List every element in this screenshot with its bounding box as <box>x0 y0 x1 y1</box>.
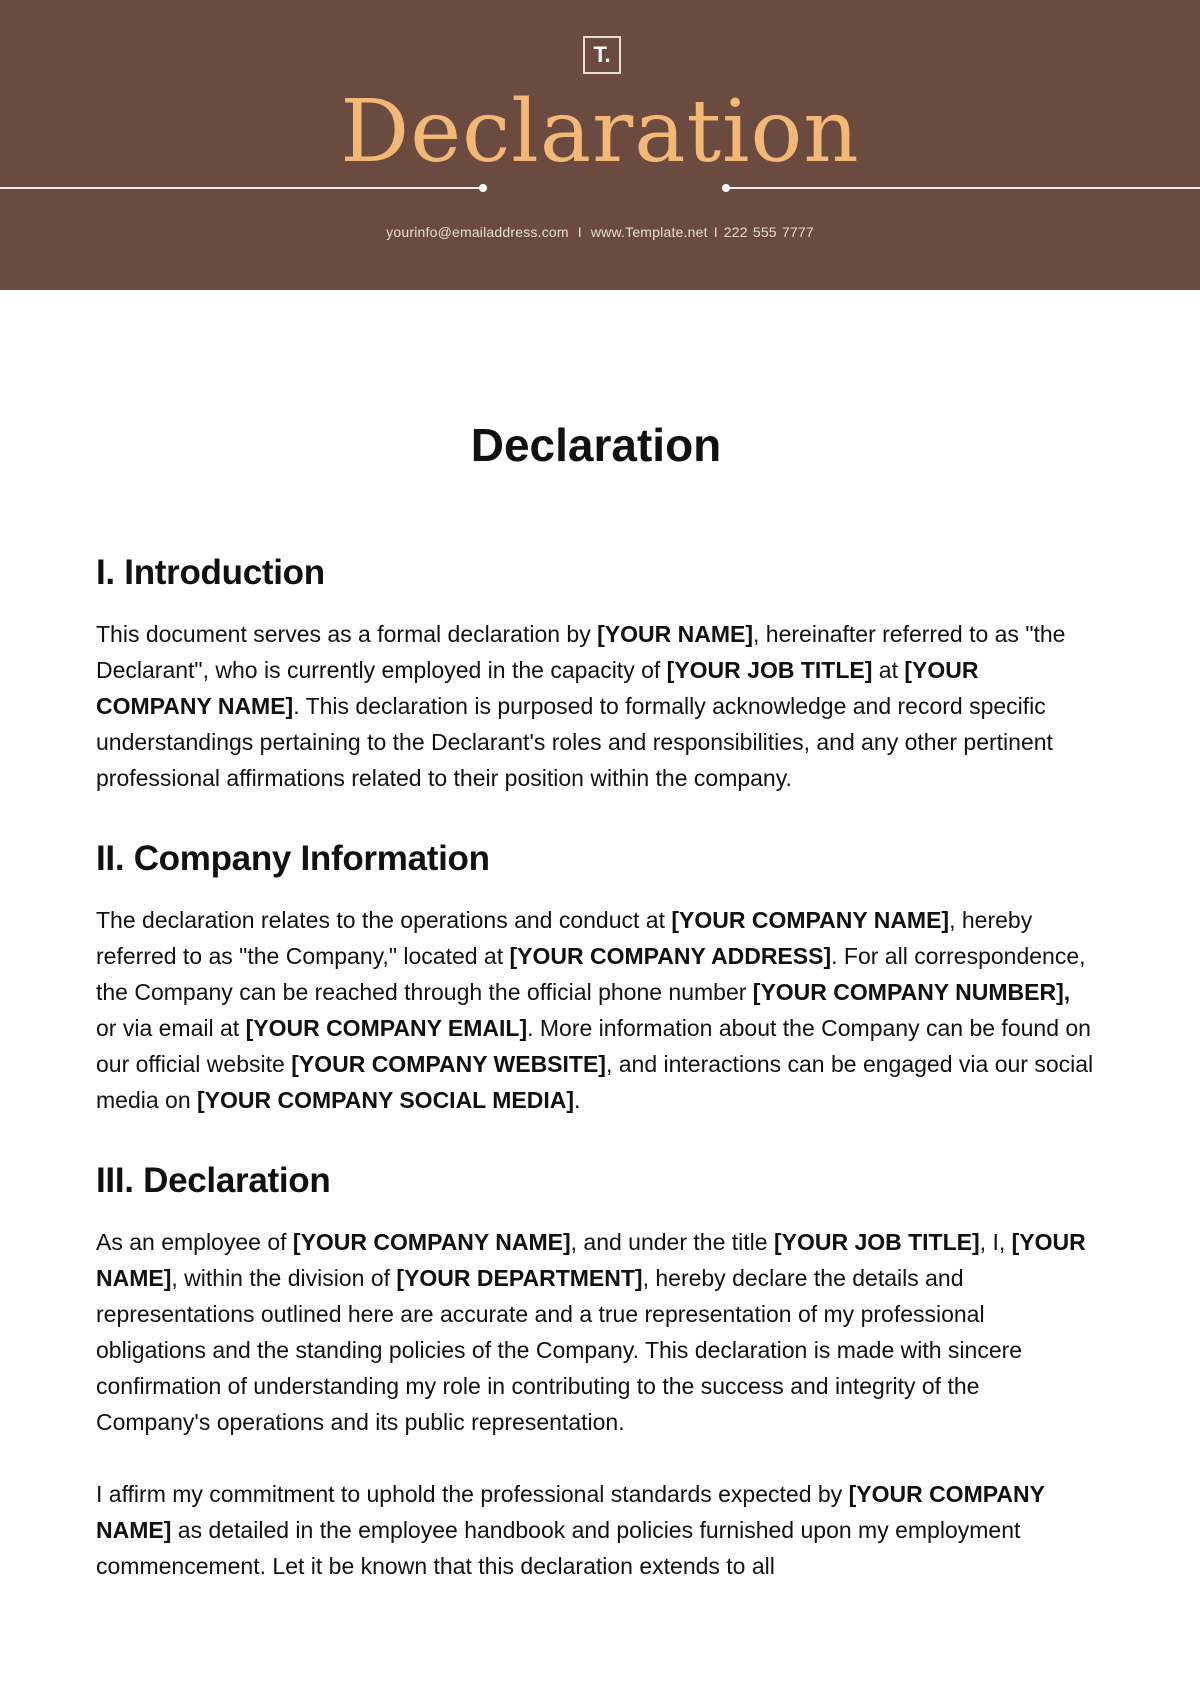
contact-email: yourinfo@emailaddress.com <box>386 224 569 240</box>
document-title: Declaration <box>470 419 722 471</box>
header-title: Declaration <box>340 82 860 182</box>
decorative-dot-right <box>722 184 730 192</box>
template-logo-icon: T. <box>583 36 621 74</box>
decorative-dot-left <box>479 184 487 192</box>
header-band <box>0 0 1200 290</box>
section-paragraph: I affirm my commitment to uphold the professional standards expected by [YOUR COMPANY NAME] as detailed in the employee handbook and policies furnished upon my employment commencement. Let it be known that this declaration extends to all <box>96 1481 1045 1579</box>
section-paragraph: As an employee of [YOUR COMPANY NAME], and under the title [YOUR JOB TITLE], I, [YOUR NAME], within the division of [YOUR DEPARTMENT], hereby declare the details and representations outlined here are accurate and a true representation of my professional obligations and the standing policies of the Company. This declaration is made with sincere confirmation of understanding my role in contributing to the success and integrity of the Company's operations and its public representation. <box>96 1229 1086 1435</box>
section-paragraph: The declaration relates to the operations and conduct at [YOUR COMPANY NAME], hereby referred to as "the Company," located at [YOUR COMPANY ADDRESS]. For all correspondence, the Company can be reached through the official phone number [YOUR COMPANY NUMBER], or via email at [YOUR COMPANY EMAIL]. More information about the Company can be found on our official website [YOUR COMPANY WEBSITE], and interactions can be engaged via our social media on [YOUR COMPANY SOCIAL MEDIA]. <box>96 907 1094 1113</box>
document-body <box>96 410 1096 1624</box>
decorative-rule-left <box>0 187 482 189</box>
contact-separator: I <box>713 224 718 240</box>
section-heading: III. Declaration <box>96 1161 331 1200</box>
contact-separator: I <box>577 224 582 240</box>
section-declaration <box>96 1158 1096 1584</box>
contact-website: www.Template.net <box>590 224 708 240</box>
section-heading: I. Introduction <box>96 553 325 592</box>
contact-line <box>0 224 1200 240</box>
section-company-information <box>96 836 1096 1118</box>
section-paragraph: This document serves as a formal declaration by [YOUR NAME], hereinafter referred to as "the Declarant", who is currently employed in the capacity of [YOUR JOB TITLE] at [YOUR COMPANY NAME]. This declaration is purposed to formally acknowledge and record specific understandings pertaining to the Declarant's roles and responsibilities, and any other pertinent professional affirmations related to their position within the company. <box>96 621 1066 791</box>
section-heading: II. Company Information <box>96 839 490 878</box>
section-introduction <box>96 550 1096 796</box>
decorative-rule-right <box>726 187 1200 189</box>
contact-phone: 222 555 7777 <box>723 224 814 240</box>
